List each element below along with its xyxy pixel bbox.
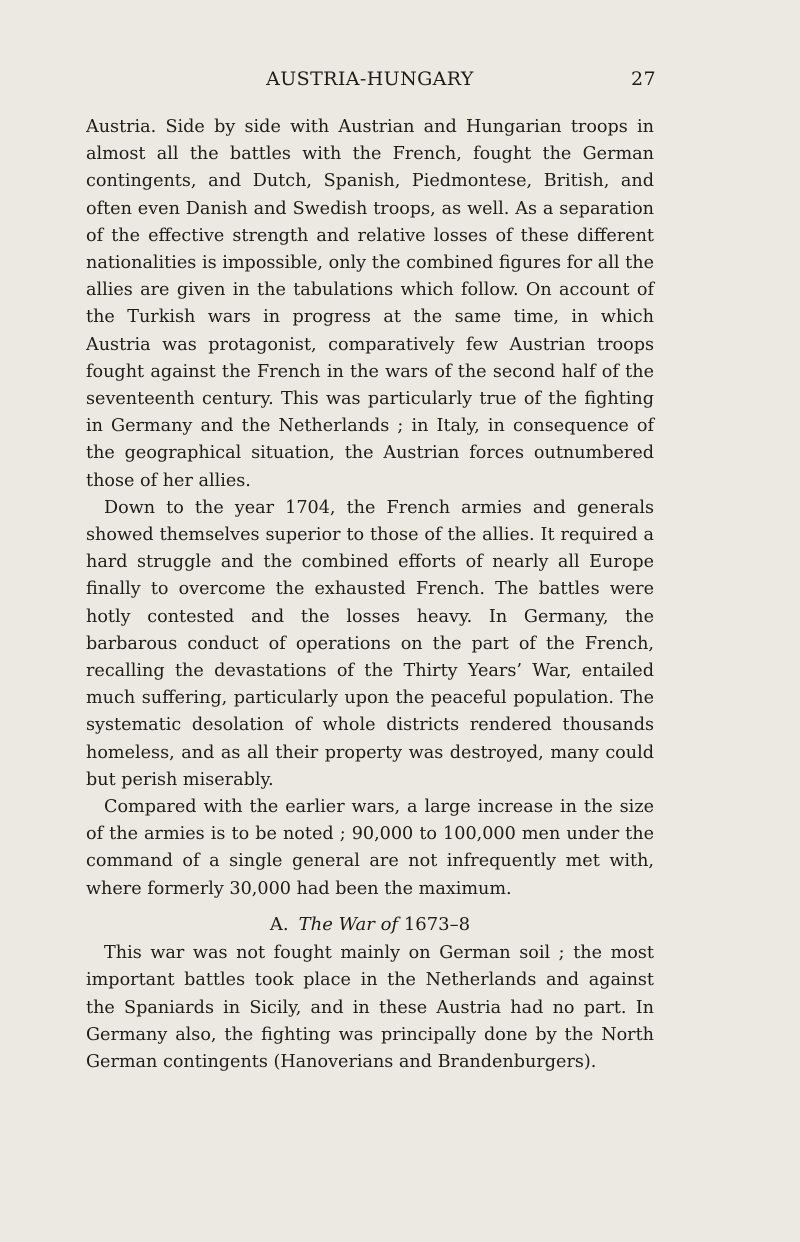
section-letter: A.: [269, 913, 289, 935]
page-number: 27: [631, 68, 656, 90]
section-paragraph: This war was not fought mainly on German soil ; the most important battles took place in the Netherlands and against the Spaniards in Sicily, and in these Austria had no part. In Germany also, the fighting was principally done by the North German contingents (Hanoverians and Brandenburgers).: [86, 943, 654, 1072]
section-title: The War of: [298, 913, 399, 935]
body-text: [86, 114, 654, 1076]
running-title: AUSTRIA-HUNGARY: [266, 68, 474, 90]
paragraph-2: Down to the year 1704, the French armies and generals showed themselves superior to those of the allies. It required a hard struggle and the combined efforts of nearly all Europe finally to overcome the exhausted French. The battles were hotly contested and the losses heavy. In Germany, the barbarous conduct of operations on the part of the French, recalling the devastations of the Thirty Years’ War, entailed much suffering, particularly upon the peaceful population. The systematic desolation of whole districts rendered thousands homeless, and as all their property was destroyed, many could but perish miserably.: [86, 497, 654, 790]
section-heading: [86, 911, 654, 938]
paragraph-1: Austria. Side by side with Austrian and Hungarian troops in almost all the battles with the French, fought the German contingents, and Dutch, Spanish, Piedmontese, British, and often even Danish and Swedish troops, as well. As a separation of the effective strength and relative losses of these different nationalities is impossible, only the combined figures for all the allies are given in the tabulations which follow. On account of the Turkish wars in progress at the same time, in which Austria was protagonist, comparatively few Austrian troops fought against the French in the wars of the second half of the seventeenth century. This was particularly true of the fighting in Germany and the Netherlands ; in Italy, in consequence of the geographical situation, the Austrian forces outnumbered those of her allies.: [86, 117, 654, 491]
section-years: 1673–8: [403, 913, 471, 935]
book-page: [86, 68, 654, 1076]
paragraph-3: Compared with the earlier wars, a large increase in the size of the armies is to be noted ; 90,000 to 100,000 men under the command of a single general are not infrequently met with, where formerly 30,000 had been the maximum.: [86, 797, 654, 899]
running-head: [86, 68, 654, 104]
